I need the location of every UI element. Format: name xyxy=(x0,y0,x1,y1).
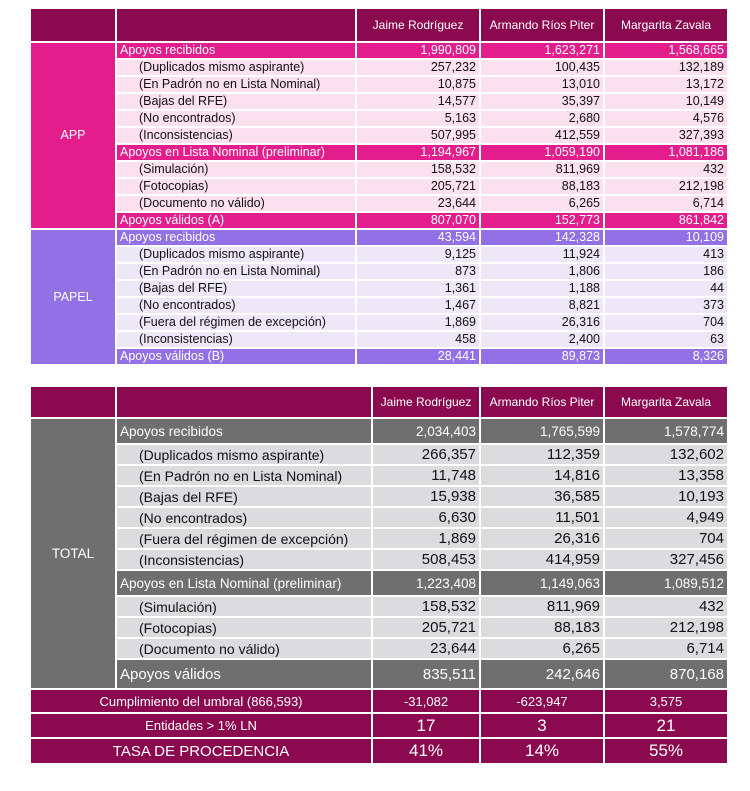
papel-row-value: 1,188 xyxy=(480,280,604,297)
total-row xyxy=(30,465,728,486)
app-row-value: 23,644 xyxy=(356,195,480,212)
footer-row-value: -31,082 xyxy=(372,689,480,713)
papel-row-value: 28,441 xyxy=(356,348,480,365)
total-row xyxy=(30,617,728,638)
total-header-col-2: Armando Ríos Piter xyxy=(480,386,604,418)
header-col-2: Armando Ríos Piter xyxy=(480,8,604,42)
app-papel-table xyxy=(30,8,728,365)
total-row-value: 36,585 xyxy=(480,486,604,507)
total-row-label: (Inconsistencias) xyxy=(116,549,372,570)
total-row-value: 1,089,512 xyxy=(604,570,728,596)
papel-row-label: (En Padrón no en Lista Nominal) xyxy=(116,263,356,280)
total-table xyxy=(30,386,728,764)
footer-row xyxy=(30,738,728,764)
footer-row-value: 21 xyxy=(604,713,728,738)
footer-row-value: -623,947 xyxy=(480,689,604,713)
footer-row-value: 55% xyxy=(604,738,728,764)
app-row-value: 1,059,190 xyxy=(480,144,604,161)
footer-row-value: 17 xyxy=(372,713,480,738)
total-row-label: (Documento no válido) xyxy=(116,638,372,659)
total-row-label: (Fotocopias) xyxy=(116,617,372,638)
papel-row-value: 873 xyxy=(356,263,480,280)
total-row-value: 414,959 xyxy=(480,549,604,570)
header-row xyxy=(30,8,728,42)
app-row-value: 1,568,665 xyxy=(604,42,728,59)
total-header-col-1: Jaime Rodríguez xyxy=(372,386,480,418)
papel-row xyxy=(30,229,728,246)
app-papel-body xyxy=(30,8,728,365)
papel-row-value: 8,326 xyxy=(604,348,728,365)
total-row-value: 508,453 xyxy=(372,549,480,570)
papel-row-value: 10,109 xyxy=(604,229,728,246)
papel-row xyxy=(30,280,728,297)
papel-row-label: Apoyos recibidos xyxy=(116,229,356,246)
total-row-value: 327,456 xyxy=(604,549,728,570)
app-row-value: 13,172 xyxy=(604,76,728,93)
app-row xyxy=(30,161,728,178)
app-row xyxy=(30,93,728,110)
papel-row xyxy=(30,314,728,331)
app-row-label: (Simulación) xyxy=(116,161,356,178)
app-row-value: 4,576 xyxy=(604,110,728,127)
total-row xyxy=(30,418,728,444)
papel-row-value: 2,400 xyxy=(480,331,604,348)
app-row-value: 14,577 xyxy=(356,93,480,110)
app-row-value: 1,990,809 xyxy=(356,42,480,59)
total-row-value: 432 xyxy=(604,596,728,617)
app-row-value: 807,070 xyxy=(356,212,480,229)
total-row-value: 704 xyxy=(604,528,728,549)
app-row-value: 212,198 xyxy=(604,178,728,195)
app-row xyxy=(30,212,728,229)
header-col-3: Margarita Zavala xyxy=(604,8,728,42)
app-row-value: 6,265 xyxy=(480,195,604,212)
app-row-label: (Inconsistencias) xyxy=(116,127,356,144)
app-row-value: 205,721 xyxy=(356,178,480,195)
papel-row-value: 43,594 xyxy=(356,229,480,246)
app-row-value: 811,969 xyxy=(480,161,604,178)
app-row-value: 432 xyxy=(604,161,728,178)
app-row-value: 327,393 xyxy=(604,127,728,144)
papel-row-value: 89,873 xyxy=(480,348,604,365)
header-label-cell xyxy=(116,8,356,42)
total-row-value: 26,316 xyxy=(480,528,604,549)
app-row-value: 2,680 xyxy=(480,110,604,127)
app-row xyxy=(30,110,728,127)
app-row-label: (Fotocopias) xyxy=(116,178,356,195)
total-row-label: Apoyos en Lista Nominal (preliminar) xyxy=(116,570,372,596)
total-row-value: 158,532 xyxy=(372,596,480,617)
footer-row-value: 3,575 xyxy=(604,689,728,713)
app-row-label: Apoyos válidos (A) xyxy=(116,212,356,229)
footer-row xyxy=(30,689,728,713)
total-row-value: 15,938 xyxy=(372,486,480,507)
papel-row-value: 1,361 xyxy=(356,280,480,297)
app-row-label: (Duplicados mismo aspirante) xyxy=(116,59,356,76)
papel-row-label: (Bajas del RFE) xyxy=(116,280,356,297)
papel-row-label: (Inconsistencias) xyxy=(116,331,356,348)
total-group-label: TOTAL xyxy=(30,418,116,689)
app-row-value: 5,163 xyxy=(356,110,480,127)
total-row-value: 1,578,774 xyxy=(604,418,728,444)
papel-row-label: (Duplicados mismo aspirante) xyxy=(116,246,356,263)
app-row-value: 1,623,271 xyxy=(480,42,604,59)
total-row-value: 870,168 xyxy=(604,659,728,689)
total-row-value: 1,149,063 xyxy=(480,570,604,596)
papel-row xyxy=(30,331,728,348)
total-row-value: 23,644 xyxy=(372,638,480,659)
total-row-value: 6,714 xyxy=(604,638,728,659)
papel-row-value: 11,924 xyxy=(480,246,604,263)
papel-row-value: 1,806 xyxy=(480,263,604,280)
app-row-label: (No encontrados) xyxy=(116,110,356,127)
app-row-value: 507,995 xyxy=(356,127,480,144)
total-row xyxy=(30,570,728,596)
papel-row xyxy=(30,263,728,280)
app-row-label: (Documento no válido) xyxy=(116,195,356,212)
total-row-label: (No encontrados) xyxy=(116,507,372,528)
total-row-value: 835,511 xyxy=(372,659,480,689)
papel-row-label: Apoyos válidos (B) xyxy=(116,348,356,365)
app-row-value: 88,183 xyxy=(480,178,604,195)
total-row-value: 212,198 xyxy=(604,617,728,638)
total-row-value: 11,501 xyxy=(480,507,604,528)
papel-row-value: 373 xyxy=(604,297,728,314)
total-row-value: 2,034,403 xyxy=(372,418,480,444)
papel-row-value: 63 xyxy=(604,331,728,348)
total-row-value: 14,816 xyxy=(480,465,604,486)
app-row-value: 1,194,967 xyxy=(356,144,480,161)
total-header-label-cell xyxy=(116,386,372,418)
app-row xyxy=(30,42,728,59)
app-row-value: 6,714 xyxy=(604,195,728,212)
app-row-value: 13,010 xyxy=(480,76,604,93)
papel-row-label: (No encontrados) xyxy=(116,297,356,314)
total-body xyxy=(30,386,728,764)
app-row xyxy=(30,76,728,93)
total-row xyxy=(30,486,728,507)
papel-row-value: 142,328 xyxy=(480,229,604,246)
papel-row-value: 1,869 xyxy=(356,314,480,331)
total-row-label: (Simulación) xyxy=(116,596,372,617)
app-row-value: 257,232 xyxy=(356,59,480,76)
app-row xyxy=(30,144,728,161)
app-row-value: 10,875 xyxy=(356,76,480,93)
papel-row-label: (Fuera del régimen de excepción) xyxy=(116,314,356,331)
footer-row-value: 41% xyxy=(372,738,480,764)
footer-row-label: Cumplimiento del umbral (866,593) xyxy=(30,689,372,713)
total-row-value: 112,359 xyxy=(480,444,604,465)
total-row-value: 4,949 xyxy=(604,507,728,528)
app-row-value: 1,081,186 xyxy=(604,144,728,161)
papel-row-value: 9,125 xyxy=(356,246,480,263)
total-row xyxy=(30,444,728,465)
app-row-value: 35,397 xyxy=(480,93,604,110)
header-corner xyxy=(30,8,116,42)
footer-row-value: 3 xyxy=(480,713,604,738)
app-row-value: 158,532 xyxy=(356,161,480,178)
app-row-value: 10,149 xyxy=(604,93,728,110)
total-header-row xyxy=(30,386,728,418)
header-col-1: Jaime Rodríguez xyxy=(356,8,480,42)
total-row-value: 1,223,408 xyxy=(372,570,480,596)
app-row xyxy=(30,195,728,212)
papel-row-value: 458 xyxy=(356,331,480,348)
total-row-value: 88,183 xyxy=(480,617,604,638)
total-row-label: (En Padrón no en Lista Nominal) xyxy=(116,465,372,486)
app-row xyxy=(30,178,728,195)
total-row-label: Apoyos válidos xyxy=(116,659,372,689)
total-row-value: 242,646 xyxy=(480,659,604,689)
papel-row-value: 26,316 xyxy=(480,314,604,331)
papel-row-value: 8,821 xyxy=(480,297,604,314)
total-row-value: 1,765,599 xyxy=(480,418,604,444)
total-row-value: 132,602 xyxy=(604,444,728,465)
app-row-label: (Bajas del RFE) xyxy=(116,93,356,110)
footer-row xyxy=(30,713,728,738)
total-row xyxy=(30,507,728,528)
total-row-label: (Fuera del régimen de excepción) xyxy=(116,528,372,549)
app-row-value: 132,189 xyxy=(604,59,728,76)
total-row-label: (Duplicados mismo aspirante) xyxy=(116,444,372,465)
footer-row-label: TASA DE PROCEDENCIA xyxy=(30,738,372,764)
total-row xyxy=(30,659,728,689)
total-header-corner xyxy=(30,386,116,418)
total-row xyxy=(30,638,728,659)
total-row-value: 13,358 xyxy=(604,465,728,486)
total-row-value: 1,869 xyxy=(372,528,480,549)
app-row-value: 412,559 xyxy=(480,127,604,144)
app-group-label: APP xyxy=(30,42,116,229)
papel-row-value: 1,467 xyxy=(356,297,480,314)
total-row-value: 6,265 xyxy=(480,638,604,659)
total-row-value: 10,193 xyxy=(604,486,728,507)
total-row xyxy=(30,528,728,549)
total-row-label: (Bajas del RFE) xyxy=(116,486,372,507)
papel-row-value: 704 xyxy=(604,314,728,331)
app-row-label: Apoyos recibidos xyxy=(116,42,356,59)
app-row-label: (En Padrón no en Lista Nominal) xyxy=(116,76,356,93)
app-row xyxy=(30,127,728,144)
footer-row-value: 14% xyxy=(480,738,604,764)
total-header-col-3: Margarita Zavala xyxy=(604,386,728,418)
papel-row-value: 44 xyxy=(604,280,728,297)
total-row xyxy=(30,549,728,570)
papel-row-value: 186 xyxy=(604,263,728,280)
papel-row-value: 413 xyxy=(604,246,728,263)
papel-group-label: PAPEL xyxy=(30,229,116,365)
total-row-value: 11,748 xyxy=(372,465,480,486)
total-row xyxy=(30,596,728,617)
total-row-value: 811,969 xyxy=(480,596,604,617)
papel-row xyxy=(30,246,728,263)
app-row-value: 100,435 xyxy=(480,59,604,76)
app-row xyxy=(30,59,728,76)
total-row-value: 6,630 xyxy=(372,507,480,528)
total-row-value: 205,721 xyxy=(372,617,480,638)
footer-row-label: Entidades > 1% LN xyxy=(30,713,372,738)
total-row-value: 266,357 xyxy=(372,444,480,465)
papel-row xyxy=(30,297,728,314)
total-row-label: Apoyos recibidos xyxy=(116,418,372,444)
app-row-value: 861,842 xyxy=(604,212,728,229)
app-row-label: Apoyos en Lista Nominal (preliminar) xyxy=(116,144,356,161)
papel-row xyxy=(30,348,728,365)
app-row-value: 152,773 xyxy=(480,212,604,229)
